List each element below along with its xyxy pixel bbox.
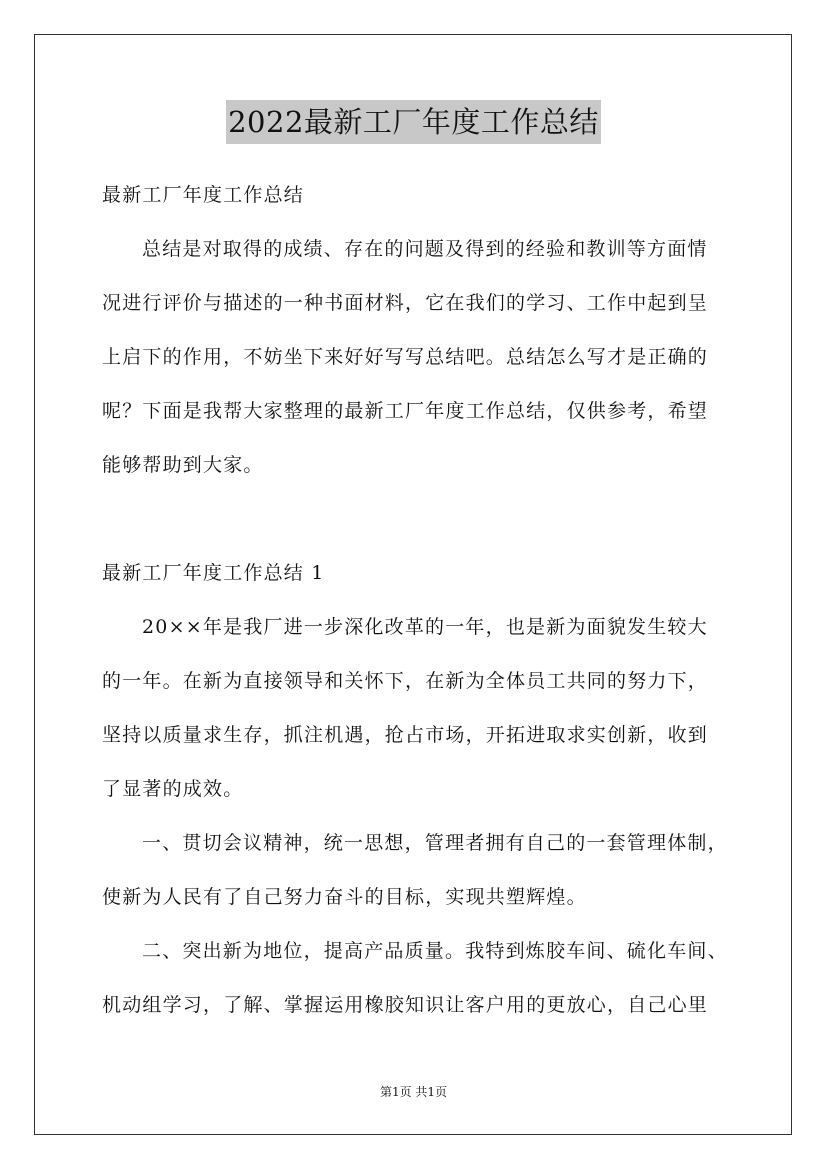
- paragraph-line: 一、贯切会议精神，统一思想，管理者拥有自己的一套管理体制，: [142, 832, 728, 854]
- paragraph-line: 机动组学习，了解、掌握运用橡胶知识让客户用的更放心，自己心里: [102, 994, 709, 1016]
- paragraph-line: 况进行评价与描述的一种书面材料，它在我们的学习、工作中起到呈: [102, 292, 709, 314]
- paragraph-line: 二、突出新为地位，提高产品质量。我特到炼胶车间、硫化车间、: [142, 940, 728, 962]
- paragraph-line: 使新为人民有了自己努力奋斗的目标，实现共塑辉煌。: [102, 886, 587, 908]
- title-container: [0, 100, 827, 144]
- paragraph-line: 总结是对取得的成绩、存在的问题及得到的经验和教训等方面情: [142, 238, 708, 260]
- page-footer: 第1页 共1页: [379, 1085, 448, 1099]
- paragraph-line: 了显著的成效。: [102, 778, 244, 800]
- paragraph-line: 的一年。在新为直接领导和关怀下，在新为全体员工共同的努力下，: [102, 670, 709, 692]
- paragraph-line: 20××年是我厂进一步深化改革的一年，也是新为面貌发生较大: [142, 616, 708, 638]
- paragraph-line: 坚持以质量求生存，抓注机遇，抢占市场，开拓进取求实创新，收到: [102, 724, 709, 746]
- section-heading: 最新工厂年度工作总结 1: [102, 562, 325, 584]
- paragraph-line: 上启下的作用，不妨坐下来好好写写总结吧。总结怎么写才是正确的: [102, 346, 709, 368]
- document-title: 2022最新工厂年度工作总结: [226, 100, 601, 144]
- section-heading: 最新工厂年度工作总结: [102, 184, 305, 206]
- paragraph-line: 呢？下面是我帮大家整理的最新工厂年度工作总结，仅供参考，希望: [102, 400, 709, 422]
- paragraph-line: 能够帮助到大家。: [102, 454, 264, 476]
